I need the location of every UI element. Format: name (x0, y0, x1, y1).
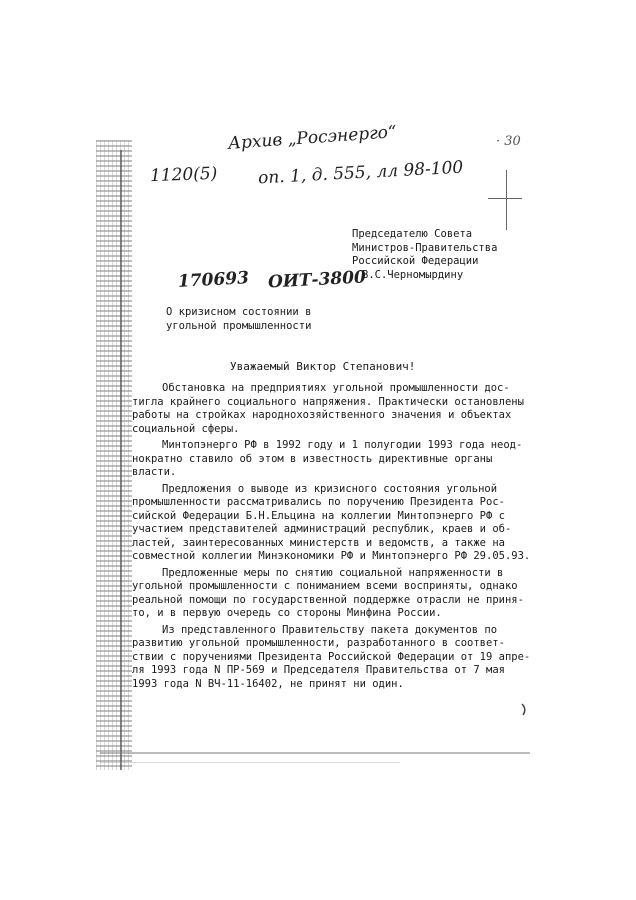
body-line: социальной сферы. (132, 422, 240, 435)
scan-bottom-line (100, 752, 530, 754)
handwritten-registration-number: 170693 (177, 268, 250, 292)
body-line: работы на стройках народнохозяйственного значения и объектах (132, 409, 512, 421)
body-line: совместной коллегии Минэкономики РФ и Минтопэнерго РФ 29.05.93. (132, 550, 531, 562)
subject-line: О кризисном состоянии в (166, 306, 312, 318)
body-line: ластей, заинтересованных министерств и ведомств, а также на (132, 536, 505, 549)
body-line: Предложенные меры по снятию социальной напряженности в (162, 566, 504, 579)
greeting: Уважаемый Виктор Степанович! (230, 360, 416, 373)
body-line: Минтопэнерго РФ в 1992 году и 1 полугодии 1993 года неод- (162, 439, 523, 451)
body-line: реальной помощи по государственной поддержке отрасли не приня- (132, 593, 524, 606)
body-line: Из представленного Правительству пакета документов по (162, 623, 498, 636)
paragraph (132, 623, 531, 692)
paragraph (132, 382, 524, 436)
addressee-line: Министров-Правительства (352, 241, 498, 254)
body-line: сийской Федерации Б.Н.Ельцина на коллегии Минтопэнерго РФ с (132, 509, 505, 522)
body-line: нократно ставило об этом в известность директивные органы (132, 452, 493, 465)
margin-speck (520, 700, 530, 720)
body-line: власти. (132, 466, 177, 478)
handwritten-corner-mark: · 30 (496, 134, 521, 149)
body-line: то, и в первую очередь со стороны Минфина России. (132, 607, 442, 619)
addressee-line: Российской Федерации (352, 255, 479, 267)
body-line: Предложения о выводе из кризисного состояния угольной (162, 482, 498, 495)
addressee-block (352, 228, 497, 282)
scan-bottom-line-secondary (100, 762, 400, 763)
addressee-line: В.С.Черномырдину (362, 268, 464, 281)
body-line: ствии с поручениями Президента Российской Федерации от 19 апре- (132, 650, 531, 663)
paragraph (132, 566, 524, 621)
body-line: ля 1993 года N ПР-569 и Председателя Правительства от 7 мая (132, 664, 505, 676)
scan-margin-line (120, 150, 122, 770)
paragraph (132, 439, 523, 480)
handwritten-archive-note: Архив „Росэнерго“ (227, 122, 398, 154)
body-line: Обстановка на предприятиях угольной промышленности дос- (162, 382, 510, 394)
subject-line: угольной промышленности (166, 319, 312, 332)
body-line: участием представителей администраций республик, краев и об- (132, 523, 512, 535)
handwritten-outgoing-number: ОИТ-3800 (267, 267, 367, 293)
handwritten-fond-note: оп. 1, д. 555, лл 98-100 (257, 157, 464, 189)
scan-edge-artifact (96, 140, 132, 770)
body-line: тигла крайнего социального напряжения. Практически остановлены (132, 395, 524, 408)
addressee-line: Председателю Совета (352, 228, 473, 240)
body-line: промышленности рассматривались по поручению Президента Рос- (132, 496, 505, 508)
letter-body (132, 382, 531, 694)
registration-mark-horizontal (488, 198, 522, 199)
body-line: угольной промышленности с пониманием всеми восприняты, однако (132, 580, 518, 592)
body-line: 1993 года N ВЧ-11-16402, не принят ни один. (132, 677, 404, 690)
paragraph (132, 482, 531, 564)
body-line: развитию угольной промышленности, разработанного в соответ- (132, 637, 505, 649)
subject-block (166, 306, 311, 333)
handwritten-ref-number: 1120(5) (149, 163, 218, 187)
registration-mark-vertical (506, 170, 507, 230)
